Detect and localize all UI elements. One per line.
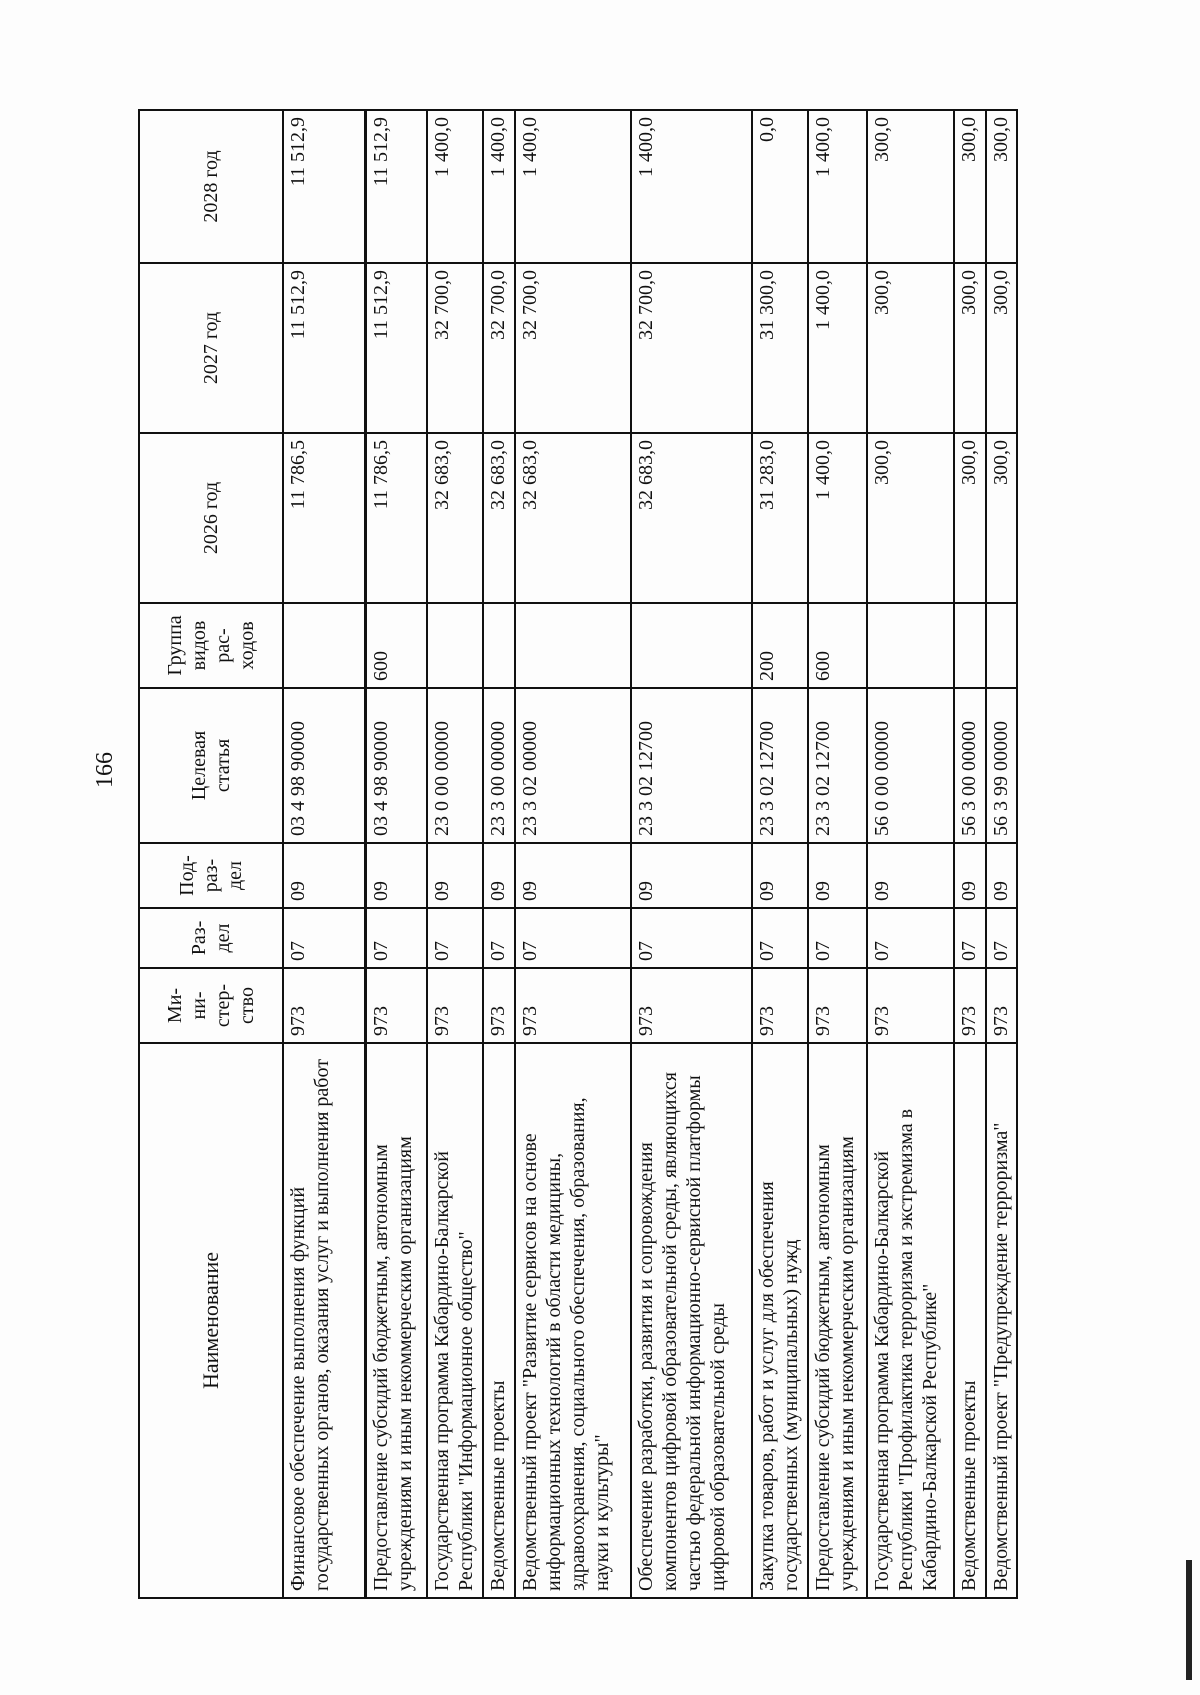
row-name: Государственная программа Кабардино-Балкарской Республики "Профилактика терроризма и экстремизма в Кабардино-Балкарской Республике" bbox=[867, 1043, 955, 1598]
row-2027: 31 300,0 bbox=[752, 263, 808, 433]
header-2027: 2027 год bbox=[139, 263, 283, 433]
table-row bbox=[954, 110, 985, 1598]
row-name: Финансовое обеспечение выполнения функций государственных органов, оказания услуг и выполнения работ bbox=[283, 1043, 365, 1598]
row-2028: 0,0 bbox=[752, 110, 808, 263]
row-ministry: 973 bbox=[483, 968, 514, 1043]
row-section: 07 bbox=[483, 908, 514, 968]
row-group bbox=[515, 603, 631, 688]
row-2026: 300,0 bbox=[954, 433, 985, 603]
row-2026: 11 786,5 bbox=[283, 433, 365, 603]
table-row bbox=[483, 110, 514, 1598]
row-target: 56 3 00 00000 bbox=[954, 688, 985, 843]
row-subsection: 09 bbox=[427, 843, 483, 908]
row-2027: 32 700,0 bbox=[483, 263, 514, 433]
row-2026: 32 683,0 bbox=[515, 433, 631, 603]
row-2028: 1 400,0 bbox=[483, 110, 514, 263]
row-2028: 11 512,9 bbox=[283, 110, 365, 263]
table-row bbox=[365, 110, 427, 1598]
header-group: Группа видов рас- ходов bbox=[139, 603, 283, 688]
scan-edge-line bbox=[1186, 1560, 1192, 1680]
header-name: Наименование bbox=[139, 1043, 283, 1598]
row-target: 23 3 00 00000 bbox=[483, 688, 514, 843]
table-row bbox=[986, 110, 1017, 1598]
row-name: Предоставление субсидий бюджетным, автономным учреждениям и иным некоммерческим организациям bbox=[365, 1043, 427, 1598]
row-subsection: 09 bbox=[483, 843, 514, 908]
header-2026: 2026 год bbox=[139, 433, 283, 603]
row-subsection: 09 bbox=[808, 843, 866, 908]
row-2028: 1 400,0 bbox=[808, 110, 866, 263]
row-subsection: 09 bbox=[954, 843, 985, 908]
table-row bbox=[752, 110, 808, 1598]
row-name: Ведомственный проект "Предупреждение терроризма" bbox=[986, 1043, 1017, 1598]
row-ministry: 973 bbox=[515, 968, 631, 1043]
row-ministry: 973 bbox=[283, 968, 365, 1043]
row-2026: 11 786,5 bbox=[365, 433, 427, 603]
row-target: 23 0 00 00000 bbox=[427, 688, 483, 843]
row-ministry: 973 bbox=[867, 968, 955, 1043]
row-2028: 300,0 bbox=[867, 110, 955, 263]
row-section: 07 bbox=[283, 908, 365, 968]
row-target: 03 4 98 90000 bbox=[283, 688, 365, 843]
table-row bbox=[515, 110, 631, 1598]
header-2028: 2028 год bbox=[139, 110, 283, 263]
row-2026: 300,0 bbox=[986, 433, 1017, 603]
row-2028: 1 400,0 bbox=[515, 110, 631, 263]
budget-table bbox=[138, 109, 1018, 1599]
row-ministry: 973 bbox=[631, 968, 752, 1043]
row-group bbox=[427, 603, 483, 688]
row-ministry: 973 bbox=[808, 968, 866, 1043]
row-2027: 32 700,0 bbox=[515, 263, 631, 433]
row-ministry: 973 bbox=[427, 968, 483, 1043]
row-section: 07 bbox=[515, 908, 631, 968]
row-target: 23 3 02 00000 bbox=[515, 688, 631, 843]
row-section: 07 bbox=[808, 908, 866, 968]
row-group: 600 bbox=[365, 603, 427, 688]
row-2026: 300,0 bbox=[867, 433, 955, 603]
row-target: 03 4 98 90000 bbox=[365, 688, 427, 843]
row-2028: 11 512,9 bbox=[365, 110, 427, 263]
table-row bbox=[427, 110, 483, 1598]
row-ministry: 973 bbox=[954, 968, 985, 1043]
row-section: 07 bbox=[752, 908, 808, 968]
row-subsection: 09 bbox=[631, 843, 752, 908]
row-group bbox=[483, 603, 514, 688]
row-name: Закупка товаров, работ и услуг для обеспечения государственных (муниципальных) нужд bbox=[752, 1043, 808, 1598]
row-2027: 32 700,0 bbox=[427, 263, 483, 433]
row-2026: 32 683,0 bbox=[483, 433, 514, 603]
row-group: 600 bbox=[808, 603, 866, 688]
row-section: 07 bbox=[365, 908, 427, 968]
row-2027: 11 512,9 bbox=[283, 263, 365, 433]
row-2027: 32 700,0 bbox=[631, 263, 752, 433]
row-section: 07 bbox=[867, 908, 955, 968]
row-target: 23 3 02 12700 bbox=[752, 688, 808, 843]
header-row bbox=[139, 110, 283, 1598]
rotated-page bbox=[0, 95, 1200, 1695]
row-group bbox=[986, 603, 1017, 688]
row-subsection: 09 bbox=[986, 843, 1017, 908]
row-target: 23 3 02 12700 bbox=[631, 688, 752, 843]
row-section: 07 bbox=[427, 908, 483, 968]
row-ministry: 973 bbox=[752, 968, 808, 1043]
row-section: 07 bbox=[631, 908, 752, 968]
table-row bbox=[631, 110, 752, 1598]
row-section: 07 bbox=[986, 908, 1017, 968]
row-subsection: 09 bbox=[867, 843, 955, 908]
row-group bbox=[631, 603, 752, 688]
table-row bbox=[867, 110, 955, 1598]
row-ministry: 973 bbox=[986, 968, 1017, 1043]
row-2027: 11 512,9 bbox=[365, 263, 427, 433]
row-ministry: 973 bbox=[365, 968, 427, 1043]
row-2027: 1 400,0 bbox=[808, 263, 866, 433]
row-name: Ведомственные проекты bbox=[954, 1043, 985, 1598]
row-2027: 300,0 bbox=[954, 263, 985, 433]
row-name: Ведомственный проект "Развитие сервисов на основе информационных технологий в области медицины, здравоохранения, социального обеспечения, образования, науки и культуры" bbox=[515, 1043, 631, 1598]
row-group bbox=[954, 603, 985, 688]
row-2026: 32 683,0 bbox=[427, 433, 483, 603]
row-name: Предоставление субсидий бюджетным, автономным учреждениям и иным некоммерческим организациям bbox=[808, 1043, 866, 1598]
table-row bbox=[283, 110, 365, 1598]
row-target: 56 3 99 00000 bbox=[986, 688, 1017, 843]
row-subsection: 09 bbox=[752, 843, 808, 908]
row-2026: 1 400,0 bbox=[808, 433, 866, 603]
page-number: 166 bbox=[92, 752, 118, 788]
header-subsection: Под- раз- дел bbox=[139, 843, 283, 908]
row-2028: 300,0 bbox=[954, 110, 985, 263]
row-2026: 31 283,0 bbox=[752, 433, 808, 603]
row-group bbox=[283, 603, 365, 688]
header-ministry: Ми- ни- стер- ство bbox=[139, 968, 283, 1043]
header-section: Раз- дел bbox=[139, 908, 283, 968]
row-2028: 1 400,0 bbox=[631, 110, 752, 263]
table-row bbox=[808, 110, 866, 1598]
row-subsection: 09 bbox=[365, 843, 427, 908]
row-name: Обеспечение разработки, развития и сопровождения компонентов цифровой образовательной среды, являющихся частью федеральной информационно-сервисной платформы цифровой образовательной среды bbox=[631, 1043, 752, 1598]
row-name: Ведомственные проекты bbox=[483, 1043, 514, 1598]
row-target: 23 3 02 12700 bbox=[808, 688, 866, 843]
row-group bbox=[867, 603, 955, 688]
row-2028: 300,0 bbox=[986, 110, 1017, 263]
row-section: 07 bbox=[954, 908, 985, 968]
row-2026: 32 683,0 bbox=[631, 433, 752, 603]
row-name: Государственная программа Кабардино-Балкарской Республики "Информационное общество" bbox=[427, 1043, 483, 1598]
row-subsection: 09 bbox=[283, 843, 365, 908]
row-subsection: 09 bbox=[515, 843, 631, 908]
row-2027: 300,0 bbox=[867, 263, 955, 433]
header-target: Целевая статья bbox=[139, 688, 283, 843]
row-2028: 1 400,0 bbox=[427, 110, 483, 263]
row-2027: 300,0 bbox=[986, 263, 1017, 433]
row-group: 200 bbox=[752, 603, 808, 688]
row-target: 56 0 00 00000 bbox=[867, 688, 955, 843]
